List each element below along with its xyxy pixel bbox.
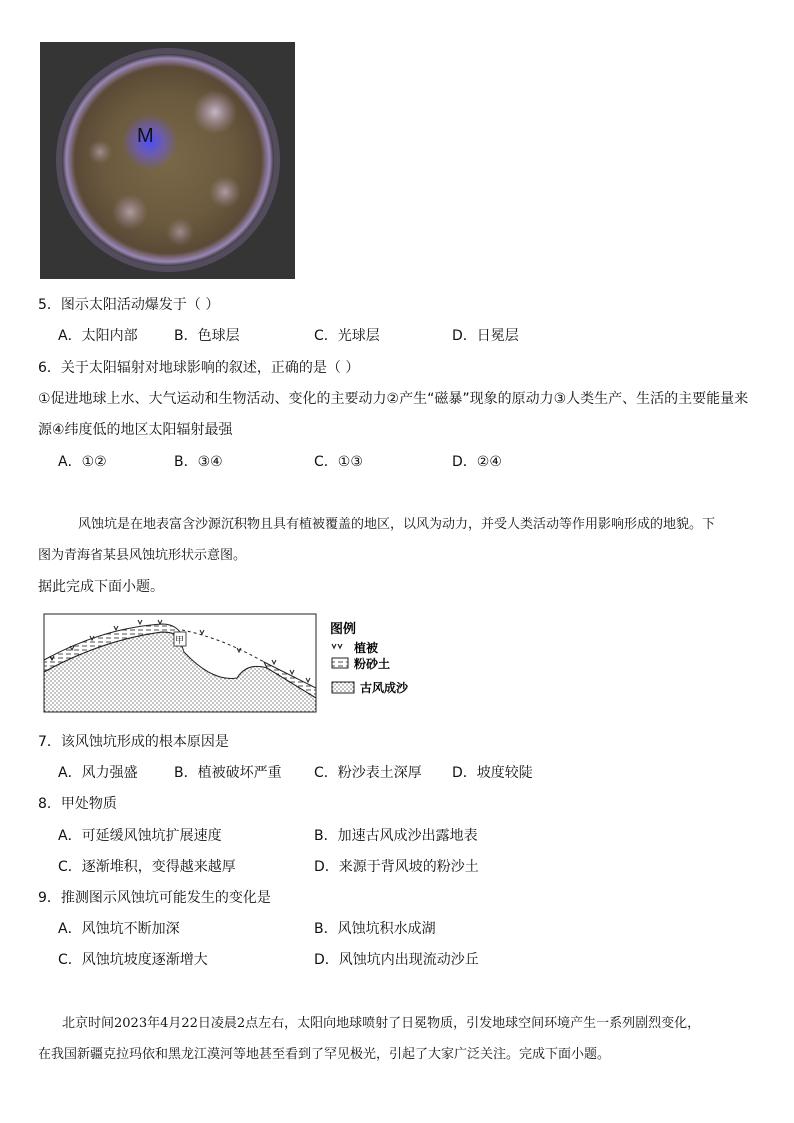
q6-option-b[interactable]: B．③④ bbox=[174, 454, 223, 470]
question-8-stem: 8．甲处物质 bbox=[38, 796, 117, 812]
q7-option-a[interactable]: A．风力强盛 bbox=[58, 765, 138, 781]
q7-option-d[interactable]: D．坡度较陡 bbox=[452, 765, 533, 781]
q9-option-c[interactable]: C．风蚀坑坡度逐渐增大 bbox=[58, 952, 208, 968]
question-5-stem: 5．图示太阳活动爆发于（ ） bbox=[38, 297, 220, 313]
q6-option-d[interactable]: D．②④ bbox=[452, 454, 502, 470]
passage-1-instruction: 据此完成下面小题。 bbox=[38, 579, 164, 595]
legend-silt-swatch bbox=[332, 658, 348, 668]
original-surface-dashed bbox=[182, 630, 264, 662]
q8-option-a[interactable]: A．可延缓风蚀坑扩展速度 bbox=[58, 828, 222, 844]
q7-option-c[interactable]: C．粉沙表土深厚 bbox=[314, 765, 422, 781]
sun-label-m: M bbox=[137, 125, 154, 147]
q8-option-d[interactable]: D．来源于背风坡的粉沙土 bbox=[314, 859, 479, 875]
q6-option-a[interactable]: A．①② bbox=[58, 454, 107, 470]
q5-option-a[interactable]: A．太阳内部 bbox=[58, 328, 138, 344]
wind-erosion-pit-diagram bbox=[42, 612, 410, 716]
sun-activity-image bbox=[40, 42, 295, 279]
q6-option-c[interactable]: C．①③ bbox=[314, 454, 363, 470]
legend-vegetation-label: 植被 bbox=[354, 641, 379, 655]
erosion-profile-svg bbox=[42, 612, 410, 716]
q5-option-c[interactable]: C．光球层 bbox=[314, 328, 380, 344]
sun-illustration bbox=[40, 42, 295, 279]
passage-1-line1: 风蚀坑是在地表富含沙源沉积物且具有植被覆盖的地区，以风为动力，并受人类活动等作用影响形成的地貌。下 bbox=[78, 517, 716, 532]
q7-option-b[interactable]: B．植被破坏严重 bbox=[174, 765, 282, 781]
legend-sand-swatch bbox=[332, 682, 354, 693]
legend-sand-label: 古风成沙 bbox=[360, 681, 409, 695]
legend-vegetation-icon bbox=[332, 644, 342, 648]
legend-silt-label: 粉砂土 bbox=[354, 657, 391, 671]
passage-2-line2: 在我国新疆克拉玛依和黑龙江漠河等地甚至看到了罕见极光，引起了大家广泛关注。完成下面小题。 bbox=[38, 1047, 611, 1062]
q6-statements-line2: 源④纬度低的地区太阳辐射最强 bbox=[38, 422, 233, 438]
q8-option-b[interactable]: B．加速古风成沙出露地表 bbox=[314, 828, 478, 844]
question-6-stem: 6．关于太阳辐射对地球影响的叙述，正确的是（ ） bbox=[38, 360, 360, 376]
q9-option-d[interactable]: D．风蚀坑内出现流动沙丘 bbox=[314, 952, 479, 968]
q6-statements-line1: ①促进地球上水、大气运动和生物活动、变化的主要动力②产生“磁暴”现象的原动力③人类生产、生活的主要能量来 bbox=[38, 391, 749, 407]
q9-option-a[interactable]: A．风蚀坑不断加深 bbox=[58, 921, 180, 937]
question-7-stem: 7．该风蚀坑形成的根本原因是 bbox=[38, 734, 229, 750]
marker-jia: 甲 bbox=[175, 636, 185, 646]
q9-option-b[interactable]: B．风蚀坑积水成湖 bbox=[314, 921, 436, 937]
question-9-stem: 9．推测图示风蚀坑可能发生的变化是 bbox=[38, 890, 271, 906]
q5-option-d[interactable]: D．日冕层 bbox=[452, 328, 519, 344]
legend-title: 图例 bbox=[330, 622, 357, 637]
passage-1-line2: 图为青海省某县风蚀坑形状示意图。 bbox=[38, 548, 247, 563]
q8-option-c[interactable]: C．逐渐堆积，变得越来越厚 bbox=[58, 859, 236, 875]
q5-option-b[interactable]: B．色球层 bbox=[174, 328, 240, 344]
passage-2-line1: 北京时间2023年4月22日凌晨2点左右，太阳向地球喷射了日冕物质，引发地球空间环境产生一系列剧烈变化， bbox=[62, 1016, 701, 1031]
